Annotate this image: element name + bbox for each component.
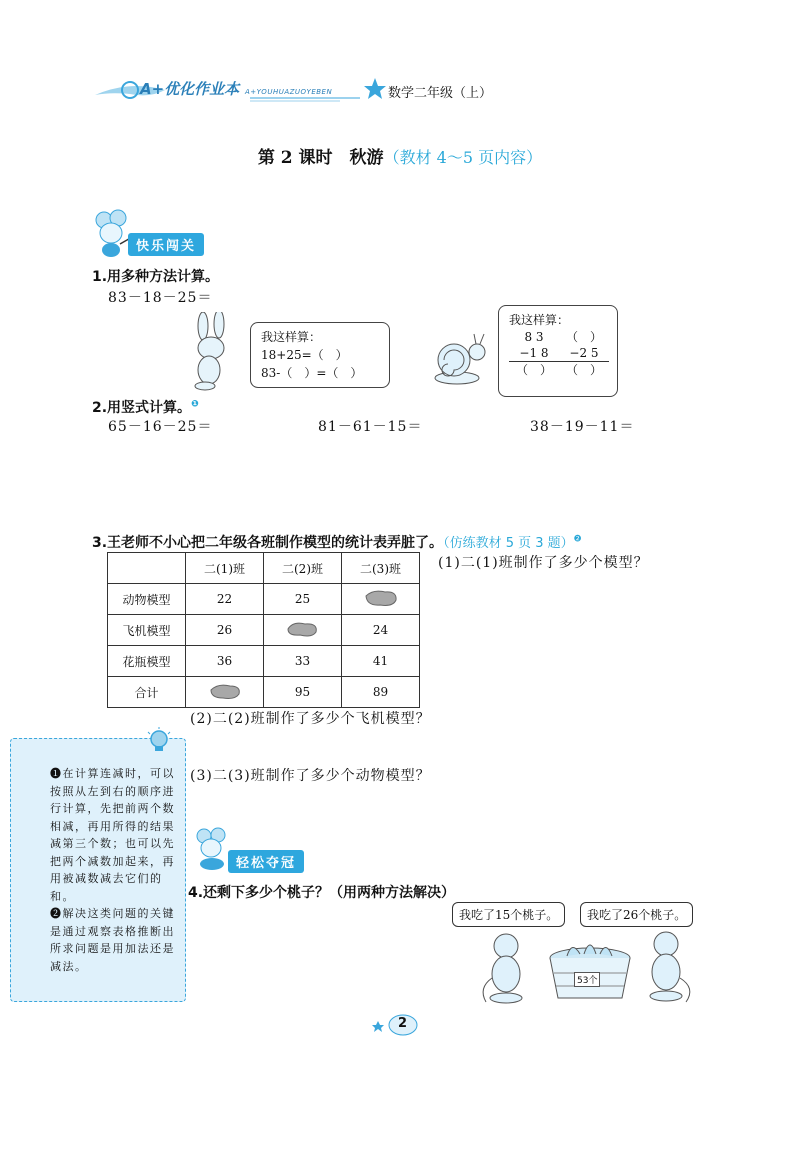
table-cell: 动物模型 <box>108 584 186 615</box>
grade-label: 数学二年级（上） <box>388 86 493 101</box>
brand-subtitle: A+YOUHUAZUOYEBEN <box>245 88 333 96</box>
snail-speech-bubble <box>498 305 618 397</box>
question-2-expression: 65－16－25＝ <box>108 419 213 435</box>
model-stat-table <box>107 552 420 708</box>
bubble-line: 83-（ ）=（ ） <box>261 366 363 380</box>
rabbit-speech-bubble <box>250 322 390 388</box>
question-3-sub-1: (1)二(1)班制作了多少个模型？ <box>438 555 649 571</box>
section-ribbon-win: 轻松夺冠 <box>228 850 304 873</box>
table-cell: 95 <box>264 677 342 708</box>
question-1-expression: 83－18－25＝ <box>108 290 213 306</box>
table-cell: 花瓶模型 <box>108 646 186 677</box>
table-row <box>108 646 420 677</box>
snail-illustration-icon <box>432 330 492 386</box>
question-1-label: 1.用多种方法计算。 <box>92 269 220 285</box>
monkeys-and-peaches-illustration <box>472 928 702 1008</box>
lesson-title <box>0 143 800 168</box>
note-marker: ❶ <box>191 399 199 410</box>
vertical-calc-cell: 8 3 <box>524 330 544 344</box>
question-2-expression: 38－19－11＝ <box>530 419 635 435</box>
tip-paragraph: ❷解决这类问题的关键是通过观察表格推断出所求问题是用加法还是减法。 <box>50 907 175 973</box>
table-row <box>108 615 420 646</box>
ink-smudge-icon <box>285 619 321 639</box>
bubble-line: 我这样算： <box>509 313 570 327</box>
table-row <box>108 677 420 708</box>
rabbit-illustration-icon <box>185 312 245 392</box>
table-header-row <box>108 553 420 584</box>
question-4-label <box>188 882 455 902</box>
monkey-speech-left: 我吃了15个桃子。 <box>452 902 565 927</box>
question-4-text: 4.还剩下多少个桃子？（用两种方法解决） <box>188 885 456 901</box>
question-3-sub-3: (3)二(3)班制作了多少个动物模型？ <box>190 768 431 784</box>
note-marker: ❷ <box>573 534 582 545</box>
question-3-label <box>92 532 582 552</box>
section-ribbon-happy: 快乐闯关 <box>128 233 204 256</box>
smudged-cell <box>264 615 342 646</box>
table-cell: 33 <box>264 646 342 677</box>
table-cell: 飞机模型 <box>108 615 186 646</box>
brand-logo: A+优化作业本 <box>140 80 240 98</box>
question-3-sub-2: (2)二(2)班制作了多少个飞机模型？ <box>190 711 431 727</box>
tip-paragraph: ❶在计算连减时，可以按照从左到右的顺序进行计算，先把前两个数相减，再用所得的结果减第三个数；也可以先把两个减数加起来，再用被减数减去它们的和。 <box>50 767 175 903</box>
smudged-cell <box>186 677 264 708</box>
vertical-calc-cell: （ ） <box>565 330 602 344</box>
question-2-expression: 81－61－15＝ <box>318 419 423 435</box>
table-header-cell: 二(1)班 <box>186 553 264 584</box>
table-cell: 36 <box>186 646 264 677</box>
table-cell: 41 <box>342 646 420 677</box>
monkey-speech-right: 我吃了26个桃子。 <box>580 902 693 927</box>
question-2-text: 2.用竖式计算。 <box>92 400 192 416</box>
bubble-line: 我这样算： <box>261 330 322 344</box>
vertical-calc-cell: （ ） <box>565 363 602 377</box>
tip-text <box>50 765 178 975</box>
ink-smudge-icon <box>363 588 399 608</box>
question-3-reference: （仿练教材 5 页 3 题） <box>443 536 574 551</box>
vertical-calc-cell: −1 8 <box>509 345 559 362</box>
vertical-calc-cell: −2 5 <box>559 345 609 362</box>
table-cell: 合计 <box>108 677 186 708</box>
table-cell: 25 <box>264 584 342 615</box>
question-2-label <box>92 397 199 417</box>
table-header-cell: 二(2)班 <box>264 553 342 584</box>
table-cell: 24 <box>342 615 420 646</box>
table-cell: 89 <box>342 677 420 708</box>
table-header-cell: 二(3)班 <box>342 553 420 584</box>
bubble-line: 18+25=（ ） <box>261 348 348 362</box>
table-row <box>108 584 420 615</box>
lesson-title-sub: （教材 4～5 页内容） <box>383 148 543 167</box>
smudged-cell <box>342 584 420 615</box>
lightbulb-icon <box>145 726 175 756</box>
lesson-title-main: 第 2 课时 秋游 <box>257 148 384 168</box>
table-cell: 26 <box>186 615 264 646</box>
basket-label: 53个 <box>574 972 600 987</box>
table-header-cell <box>108 553 186 584</box>
page-number: 2 <box>398 1016 408 1031</box>
table-cell: 22 <box>186 584 264 615</box>
vertical-calc-cell: （ ） <box>515 363 552 377</box>
question-3-text: 3.王老师不小心把二年级各班制作模型的统计表弄脏了。 <box>92 535 444 551</box>
ink-smudge-icon <box>207 681 243 701</box>
